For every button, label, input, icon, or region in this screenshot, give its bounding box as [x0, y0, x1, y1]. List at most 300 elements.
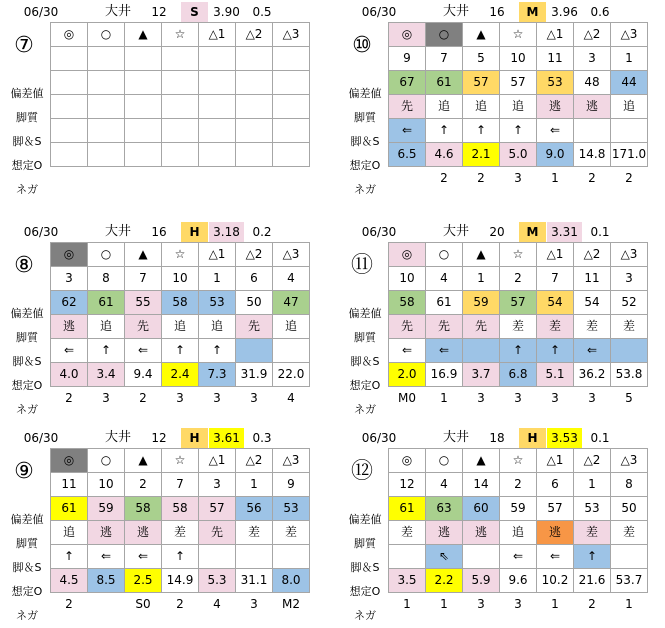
legs-cell: ↑ [500, 119, 537, 143]
odds-cell: 10.2 [537, 569, 574, 593]
style-cell [199, 95, 236, 119]
style-cell: 先 [389, 95, 426, 119]
deviation-cell: 47 [273, 291, 310, 315]
horse-number-cell: 11 [574, 267, 611, 291]
mark-cell: ☆ [162, 23, 199, 47]
mark-cell: ○ [88, 23, 125, 47]
nega-cell [88, 167, 125, 191]
mark-cell: △1 [537, 449, 574, 473]
race-number: ⑧ [14, 253, 34, 278]
odds-cell: 2.0 [389, 363, 426, 387]
horse-number-cell: 10 [88, 473, 125, 497]
legs-cell: ↑ [162, 339, 199, 363]
venue-name: 大井 [104, 430, 131, 445]
deviation-cell: 59 [463, 291, 500, 315]
horse-number-cell: 14 [463, 473, 500, 497]
mark-cell: △2 [236, 243, 273, 267]
deviation-cell: 57 [463, 71, 500, 95]
style-cell: 先 [389, 315, 426, 339]
row-label: 脚質 [354, 331, 376, 344]
mark-cell: ◎ [51, 449, 88, 473]
style-cell: 逃 [537, 521, 574, 545]
deviation-cell: 57 [537, 497, 574, 521]
score-value: 3.96 [551, 5, 578, 19]
nega-cell: 1 [625, 597, 633, 611]
mark-cell: ○ [426, 243, 463, 267]
style-cell: 追 [500, 95, 537, 119]
horse-number-cell: 1 [236, 473, 273, 497]
style-cell: 追 [162, 315, 199, 339]
deviation-cell [125, 71, 162, 95]
mark-cell: ◎ [389, 23, 426, 47]
deviation-cell: 60 [463, 497, 500, 521]
horse-number-cell: 10 [389, 267, 426, 291]
horse-number-cell: 3 [574, 47, 611, 71]
odds-cell: 22.0 [273, 363, 310, 387]
style-cell: 差 [236, 521, 273, 545]
race-card [4, 428, 326, 626]
row-label: ネガ [354, 403, 376, 416]
horse-number-cell: 2 [500, 473, 537, 497]
deviation-cell: 53 [199, 291, 236, 315]
horse-number-cell: 1 [611, 47, 648, 71]
legs-cell: ⇐ [500, 545, 537, 569]
odds-cell [273, 143, 310, 167]
style-cell: 逃 [537, 95, 574, 119]
sub-value: 0.1 [590, 225, 610, 239]
nega-cell: 2 [65, 391, 73, 405]
horse-number-cell: 2 [125, 473, 162, 497]
row-label: 想定O [349, 159, 381, 172]
style-cell: 差 [574, 315, 611, 339]
nega-cell: 3 [213, 391, 221, 405]
deviation-cell: 50 [236, 291, 273, 315]
mark-cell: △1 [537, 243, 574, 267]
row-label: 脚＆S [350, 355, 380, 368]
style-cell [162, 95, 199, 119]
grid-row [51, 315, 310, 339]
nega-cell: 2 [440, 171, 448, 185]
horse-number-cell: 3 [51, 267, 88, 291]
card-header [342, 222, 664, 242]
horse-number-cell: 3 [199, 473, 236, 497]
legs-cell [236, 339, 273, 363]
nega-cell [162, 167, 199, 191]
grid-row [389, 119, 648, 143]
style-cell: 逃 [463, 521, 500, 545]
card-header [4, 222, 326, 242]
deviation-cell: 62 [51, 291, 88, 315]
legs-cell [389, 545, 426, 569]
race-date: 06/30 [23, 225, 59, 239]
deviation-cell: 57 [199, 497, 236, 521]
horse-number-cell: 11 [51, 473, 88, 497]
grid-row [51, 521, 310, 545]
venue-name: 大井 [104, 224, 131, 239]
venue-name: 大井 [104, 4, 131, 19]
nega-cell: 1 [551, 597, 559, 611]
race-date: 06/30 [361, 5, 397, 19]
grid-row [389, 267, 648, 291]
grade-badge: S [181, 2, 208, 22]
nega-cell: 2 [139, 391, 147, 405]
score-value: 3.53 [547, 428, 582, 448]
row-label: 想定O [11, 379, 43, 392]
race-card [4, 2, 326, 200]
horse-number-cell: 12 [389, 473, 426, 497]
odds-cell: 4.6 [426, 143, 463, 167]
deviation-cell [236, 71, 273, 95]
card-header [342, 2, 664, 22]
horse-number-cell: 10 [500, 47, 537, 71]
nega-cell: 1 [440, 391, 448, 405]
venue-name: 大井 [442, 430, 469, 445]
grid-row [389, 473, 648, 497]
grid-row [51, 119, 310, 143]
legs-cell [611, 339, 648, 363]
horse-grid [388, 22, 648, 190]
style-cell [88, 95, 125, 119]
deviation-cell: 61 [389, 497, 426, 521]
odds-cell: 16.9 [426, 363, 463, 387]
horse-number-cell: 2 [500, 267, 537, 291]
grid-row [389, 143, 648, 167]
deviation-cell: 56 [236, 497, 273, 521]
row-label: 偏差値 [10, 513, 44, 526]
deviation-cell: 48 [574, 71, 611, 95]
odds-cell: 5.0 [500, 143, 537, 167]
grid-row [389, 569, 648, 593]
card-header [4, 2, 326, 22]
grid-row [51, 339, 310, 363]
field-count: 18 [489, 431, 505, 445]
mark-cell: ▲ [125, 449, 162, 473]
nega-cell: 3 [588, 391, 596, 405]
legs-cell: ↑ [500, 339, 537, 363]
deviation-cell: 63 [426, 497, 463, 521]
nega-cell: M2 [282, 597, 300, 611]
legs-cell: ↑ [574, 545, 611, 569]
style-cell: 追 [273, 315, 310, 339]
mark-cell: △3 [611, 243, 648, 267]
nega-cell: 2 [65, 597, 73, 611]
odds-cell: 14.8 [574, 143, 611, 167]
odds-cell: 3.7 [463, 363, 500, 387]
grid-row [389, 23, 648, 47]
odds-cell [236, 143, 273, 167]
row-label: 偏差値 [348, 307, 382, 320]
horse-grid [50, 242, 310, 410]
style-cell: 差 [611, 315, 648, 339]
nega-cell: 3 [176, 391, 184, 405]
score-value: 3.61 [209, 428, 244, 448]
score-value: 3.90 [213, 5, 240, 19]
deviation-cell [51, 71, 88, 95]
odds-cell [199, 143, 236, 167]
deviation-cell: 44 [611, 71, 648, 95]
mark-cell: ◎ [389, 449, 426, 473]
odds-cell: 31.1 [236, 569, 273, 593]
grid-row [389, 47, 648, 71]
mark-cell: ◎ [51, 243, 88, 267]
odds-cell: 2.5 [125, 569, 162, 593]
venue-name: 大井 [442, 4, 469, 19]
odds-cell: 2.2 [426, 569, 463, 593]
mark-cell: △2 [574, 23, 611, 47]
mark-cell: △2 [236, 23, 273, 47]
race-card [342, 2, 664, 200]
deviation-cell: 55 [125, 291, 162, 315]
odds-cell [51, 143, 88, 167]
grid-row [51, 497, 310, 521]
nega-cell: 3 [477, 597, 485, 611]
nega-cell [88, 593, 125, 617]
row-label: 偏差値 [348, 513, 382, 526]
mark-cell: ○ [88, 449, 125, 473]
style-cell [273, 95, 310, 119]
style-cell: 差 [611, 521, 648, 545]
mark-cell: ☆ [500, 449, 537, 473]
mark-cell: △1 [537, 23, 574, 47]
grid-row [389, 497, 648, 521]
style-cell: 差 [500, 315, 537, 339]
race-number: ⑫ [350, 459, 373, 484]
mark-cell: ▲ [463, 243, 500, 267]
mark-cell: ○ [88, 243, 125, 267]
row-label: ネガ [354, 609, 376, 622]
grid-row [51, 569, 310, 593]
horse-number-cell: 7 [162, 473, 199, 497]
style-cell: 先 [125, 315, 162, 339]
field-count: 16 [151, 225, 167, 239]
horse-grid [388, 242, 648, 410]
style-cell: 差 [574, 521, 611, 545]
nega-cell: 2 [588, 597, 596, 611]
grid-row [51, 47, 310, 71]
horse-number-cell: 9 [273, 473, 310, 497]
nega-cell [199, 167, 236, 191]
style-cell: 追 [426, 95, 463, 119]
row-label: 脚質 [16, 331, 38, 344]
style-cell: 先 [426, 315, 463, 339]
style-cell [236, 95, 273, 119]
nega-cell: 1 [551, 171, 559, 185]
field-count: 12 [151, 5, 167, 19]
nega-cell: 3 [102, 391, 110, 405]
grid-row [389, 593, 648, 617]
card-header [4, 428, 326, 448]
odds-cell: 9.4 [125, 363, 162, 387]
nega-cell: 1 [440, 597, 448, 611]
nega-cell: M0 [398, 391, 416, 405]
horse-number-cell: 9 [389, 47, 426, 71]
grade-badge: H [519, 428, 546, 448]
odds-cell: 7.3 [199, 363, 236, 387]
nega-cell [389, 167, 426, 191]
race-card [342, 428, 664, 626]
sub-value: 0.6 [590, 5, 610, 19]
grid-row [389, 243, 648, 267]
row-label: 偏差値 [10, 307, 44, 320]
mark-cell: △2 [574, 449, 611, 473]
odds-cell: 5.9 [463, 569, 500, 593]
row-label: 想定O [349, 585, 381, 598]
row-label: 想定O [11, 585, 43, 598]
row-labels [4, 302, 50, 422]
legs-cell: ⇐ [389, 339, 426, 363]
odds-cell: 14.9 [162, 569, 199, 593]
row-label: 脚＆S [350, 561, 380, 574]
deviation-cell: 54 [574, 291, 611, 315]
mark-cell: ☆ [500, 243, 537, 267]
nega-cell: 2 [477, 171, 485, 185]
venue-name: 大井 [442, 224, 469, 239]
horse-number-cell: 1 [574, 473, 611, 497]
mark-cell: △1 [199, 243, 236, 267]
mark-cell: △3 [273, 23, 310, 47]
mark-cell: ☆ [162, 243, 199, 267]
nega-cell: 3 [514, 171, 522, 185]
legs-cell: ⇐ [426, 339, 463, 363]
odds-cell: 9.6 [500, 569, 537, 593]
legs-cell: ↑ [463, 119, 500, 143]
deviation-cell: 61 [51, 497, 88, 521]
odds-cell: 53.8 [611, 363, 648, 387]
race-date: 06/30 [23, 5, 59, 19]
nega-cell [125, 167, 162, 191]
deviation-cell [162, 71, 199, 95]
odds-cell [88, 143, 125, 167]
legs-cell [236, 545, 273, 569]
grid-row [51, 387, 310, 411]
style-cell: 差 [537, 315, 574, 339]
horse-number-cell: 8 [611, 473, 648, 497]
legs-cell: ⇐ [51, 339, 88, 363]
nega-cell: 3 [477, 391, 485, 405]
field-count: 12 [151, 431, 167, 445]
horse-number-cell: 5 [463, 47, 500, 71]
odds-cell: 4.0 [51, 363, 88, 387]
grid-row [389, 315, 648, 339]
race-number: ⑦ [14, 33, 34, 58]
style-cell: 逃 [51, 315, 88, 339]
row-label: 脚＆S [12, 135, 42, 148]
grid-row [389, 339, 648, 363]
nega-cell: 2 [588, 171, 596, 185]
nega-cell: 2 [625, 171, 633, 185]
deviation-cell: 54 [537, 291, 574, 315]
score-value: 3.18 [209, 222, 244, 242]
deviation-cell: 58 [162, 291, 199, 315]
nega-cell: 1 [403, 597, 411, 611]
row-label: ネガ [16, 609, 38, 622]
legs-cell: ↑ [426, 119, 463, 143]
horse-number-cell [162, 47, 199, 71]
race-card [4, 222, 326, 420]
grid-row [51, 167, 310, 191]
odds-cell: 2.1 [463, 143, 500, 167]
grid-row [51, 449, 310, 473]
horse-number-cell: 6 [236, 267, 273, 291]
style-cell: 逃 [426, 521, 463, 545]
odds-cell: 6.8 [500, 363, 537, 387]
nega-cell [51, 167, 88, 191]
style-cell: 差 [162, 521, 199, 545]
horse-number-cell: 4 [273, 267, 310, 291]
grid-row [389, 521, 648, 545]
field-count: 20 [489, 225, 505, 239]
grid-row [51, 363, 310, 387]
mark-cell: ○ [426, 23, 463, 47]
deviation-cell: 61 [426, 291, 463, 315]
style-cell: 差 [389, 521, 426, 545]
legs-cell [162, 119, 199, 143]
legs-cell: ⇐ [88, 545, 125, 569]
legs-cell: ⇐ [574, 339, 611, 363]
legs-cell [273, 545, 310, 569]
grid-row [51, 545, 310, 569]
legs-cell [611, 545, 648, 569]
style-cell: 追 [88, 315, 125, 339]
row-labels [342, 302, 388, 422]
row-label: 脚質 [354, 537, 376, 550]
deviation-cell [88, 71, 125, 95]
legs-cell: ↑ [51, 545, 88, 569]
grid-row [51, 473, 310, 497]
horse-number-cell: 6 [537, 473, 574, 497]
grid-row [389, 545, 648, 569]
grid-row [389, 387, 648, 411]
odds-cell: 6.5 [389, 143, 426, 167]
horse-number-cell [88, 47, 125, 71]
legs-cell [611, 119, 648, 143]
odds-cell: 5.3 [199, 569, 236, 593]
horse-grid [388, 448, 648, 616]
mark-cell: ▲ [463, 23, 500, 47]
race-number: ⑪ [350, 253, 373, 278]
nega-cell: 3 [514, 391, 522, 405]
sub-value: 0.3 [252, 431, 272, 445]
race-card [342, 222, 664, 420]
nega-cell: 3 [514, 597, 522, 611]
grid-row [51, 291, 310, 315]
score-value: 3.31 [547, 222, 582, 242]
odds-cell: 8.5 [88, 569, 125, 593]
sub-value: 0.2 [252, 225, 272, 239]
legs-cell: ⇐ [389, 119, 426, 143]
grid-row [389, 167, 648, 191]
mark-cell: △3 [611, 449, 648, 473]
grid-row [389, 291, 648, 315]
style-cell: 追 [500, 521, 537, 545]
odds-cell: 36.2 [574, 363, 611, 387]
mark-cell: △3 [611, 23, 648, 47]
style-cell: 先 [236, 315, 273, 339]
grade-badge: M [519, 222, 546, 242]
deviation-cell: 61 [426, 71, 463, 95]
sub-value: 0.5 [252, 5, 272, 19]
legs-cell [574, 119, 611, 143]
deviation-cell: 57 [500, 291, 537, 315]
row-label: ネガ [16, 183, 38, 196]
nega-cell: 3 [250, 391, 258, 405]
mark-cell: ☆ [500, 23, 537, 47]
style-cell: 追 [611, 95, 648, 119]
style-cell: 追 [463, 95, 500, 119]
grid-row [51, 243, 310, 267]
horse-number-cell: 4 [426, 473, 463, 497]
grade-badge: H [181, 222, 208, 242]
